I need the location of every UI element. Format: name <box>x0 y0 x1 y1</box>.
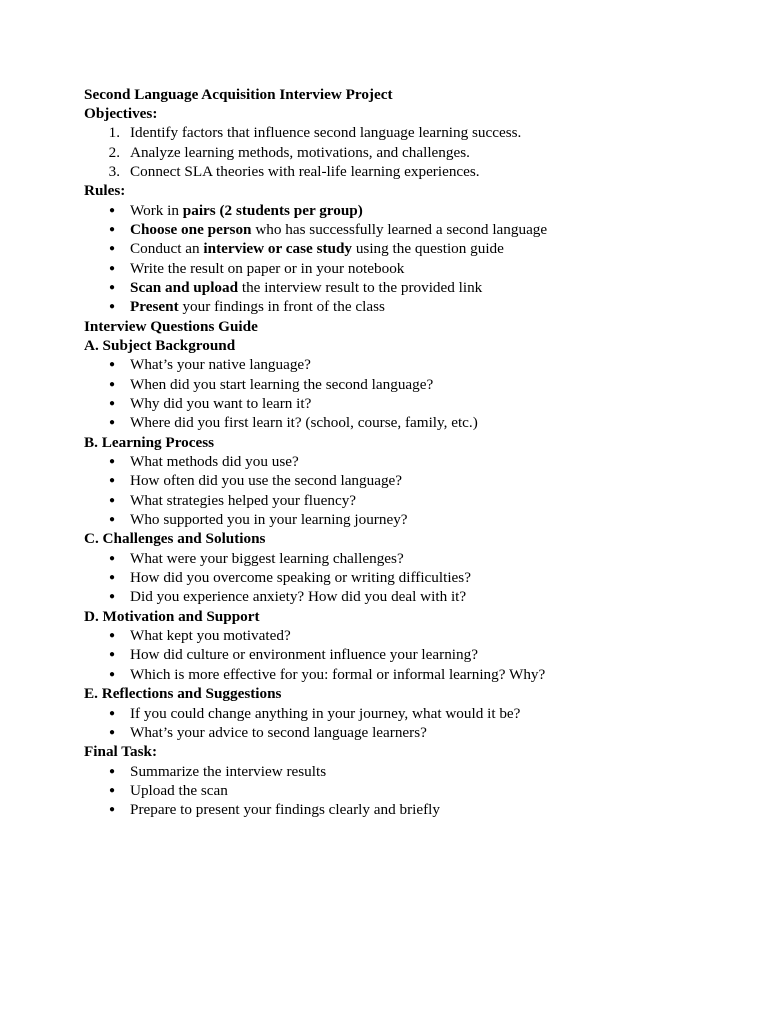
rule-text: your findings in front of the class <box>178 298 385 316</box>
rule-text: Write the result on paper or in your notebook <box>130 259 405 277</box>
bullet-icon: ● <box>109 301 116 313</box>
question-item <box>84 587 744 606</box>
task-text: Upload the scan <box>130 781 228 799</box>
bullet-icon: ● <box>109 398 116 409</box>
question-item <box>84 568 744 587</box>
question-item <box>84 452 744 471</box>
bullet-icon: ● <box>109 417 116 429</box>
bullet-icon: ● <box>109 475 116 487</box>
task-item <box>84 762 744 781</box>
document-title: Second Language Acquisition Interview Project <box>84 85 393 103</box>
rule-text: using the question guide <box>352 240 504 258</box>
question-item <box>84 549 744 568</box>
question-text: If you could change anything in your journey, what would it be? <box>130 704 521 722</box>
objective-number: 3. <box>108 162 120 180</box>
rule-text: Work in <box>130 201 183 219</box>
bullet-icon: ● <box>109 765 116 777</box>
rule-bold-text: interview or case study <box>203 240 353 258</box>
rule-bold-text: pairs (2 students per group) <box>182 201 363 219</box>
question-text: What were your biggest learning challenges? <box>130 549 404 567</box>
guide-heading: Interview Questions Guide <box>84 317 258 335</box>
bullet-icon: ● <box>109 243 116 255</box>
bullet-icon: ● <box>109 223 116 235</box>
objective-number: 2. <box>108 143 120 161</box>
rule-text: the interview result to the provided link <box>238 278 483 296</box>
question-item <box>84 704 744 723</box>
bullet-icon: ● <box>109 784 116 796</box>
rule-text: who has successfully learned a second language <box>251 220 548 238</box>
question-text: How did culture or environment influence your learning? <box>130 646 478 664</box>
question-item <box>84 413 744 432</box>
task-text: Prepare to present your findings clearly and briefly <box>130 801 440 819</box>
bullet-icon: ● <box>109 668 116 680</box>
question-text: What methods did you use? <box>130 453 299 471</box>
question-item <box>84 471 744 490</box>
section-heading: A. Subject Background <box>84 336 236 354</box>
rule-bold-text: Choose one person <box>130 220 252 238</box>
rule-item <box>84 220 744 239</box>
task-item <box>84 800 744 819</box>
task-item <box>84 781 744 800</box>
final-task-heading: Final Task: <box>84 743 158 761</box>
question-item <box>84 375 744 394</box>
objective-item <box>84 162 744 181</box>
question-text: When did you start learning the second language? <box>130 375 434 393</box>
question-item <box>84 394 744 413</box>
question-text: What strategies helped your fluency? <box>130 491 357 509</box>
bullet-icon: ● <box>109 572 116 584</box>
rule-item <box>84 297 744 316</box>
objective-text: Analyze learning methods, motivations, and challenges. <box>130 143 470 161</box>
rule-item <box>84 201 744 220</box>
bullet-icon: ● <box>109 630 116 642</box>
document-body <box>84 85 744 820</box>
section-heading: B. Learning Process <box>84 433 215 451</box>
question-text: How did you overcome speaking or writing difficulties? <box>130 569 471 587</box>
bullet-icon: ● <box>109 804 116 816</box>
bullet-icon: ● <box>109 359 116 371</box>
question-text: What’s your native language? <box>130 356 311 374</box>
bullet-icon: ● <box>109 514 116 526</box>
question-text: Why did you want to learn it? <box>130 395 312 412</box>
question-text: What kept you motivated? <box>130 627 291 645</box>
question-text: Which is more effective for you: formal or informal learning? Why? <box>130 665 546 683</box>
rules-heading: Rules: <box>84 182 126 200</box>
bullet-icon: ● <box>109 707 116 719</box>
question-item <box>84 665 744 684</box>
objective-text: Connect SLA theories with real-life learning experiences. <box>130 162 480 180</box>
question-item <box>84 491 744 510</box>
section-heading: D. Motivation and Support <box>84 607 260 625</box>
question-item <box>84 355 744 374</box>
question-text: Who supported you in your learning journey? <box>130 511 408 529</box>
rule-item <box>84 239 744 258</box>
question-item <box>84 626 744 645</box>
bullet-icon: ● <box>109 378 116 390</box>
question-item <box>84 510 744 529</box>
bullet-icon: ● <box>109 204 116 216</box>
question-text: Did you experience anxiety? How did you deal with it? <box>130 588 467 606</box>
bullet-icon: ● <box>109 494 116 506</box>
section-heading: C. Challenges and Solutions <box>84 530 266 548</box>
objectives-heading: Objectives: <box>84 104 158 122</box>
question-text: Where did you first learn it? (school, course, family, etc.) <box>130 414 478 432</box>
bullet-icon: ● <box>109 262 116 274</box>
question-text: How often did you use the second language? <box>130 472 403 490</box>
objective-text: Identify factors that influence second language learning success. <box>130 124 522 142</box>
bullet-icon: ● <box>109 726 116 738</box>
rule-item <box>84 278 744 297</box>
rule-item <box>84 259 744 278</box>
task-text: Summarize the interview results <box>130 762 327 780</box>
rule-text: Conduct an <box>130 240 204 258</box>
question-item <box>84 723 744 742</box>
rule-bold-text: Present <box>130 298 179 316</box>
bullet-icon: ● <box>109 591 116 603</box>
section-heading: E. Reflections and Suggestions <box>84 685 282 703</box>
bullet-icon: ● <box>109 552 116 564</box>
bullet-icon: ● <box>109 649 116 661</box>
question-text: What’s your advice to second language learners? <box>130 723 427 741</box>
objective-number: 1. <box>108 124 120 142</box>
question-item <box>84 645 744 664</box>
objective-item <box>84 143 744 162</box>
bullet-icon: ● <box>109 456 116 468</box>
objective-item <box>84 123 744 142</box>
rule-bold-text: Scan and upload <box>130 278 239 296</box>
bullet-icon: ● <box>109 281 116 293</box>
